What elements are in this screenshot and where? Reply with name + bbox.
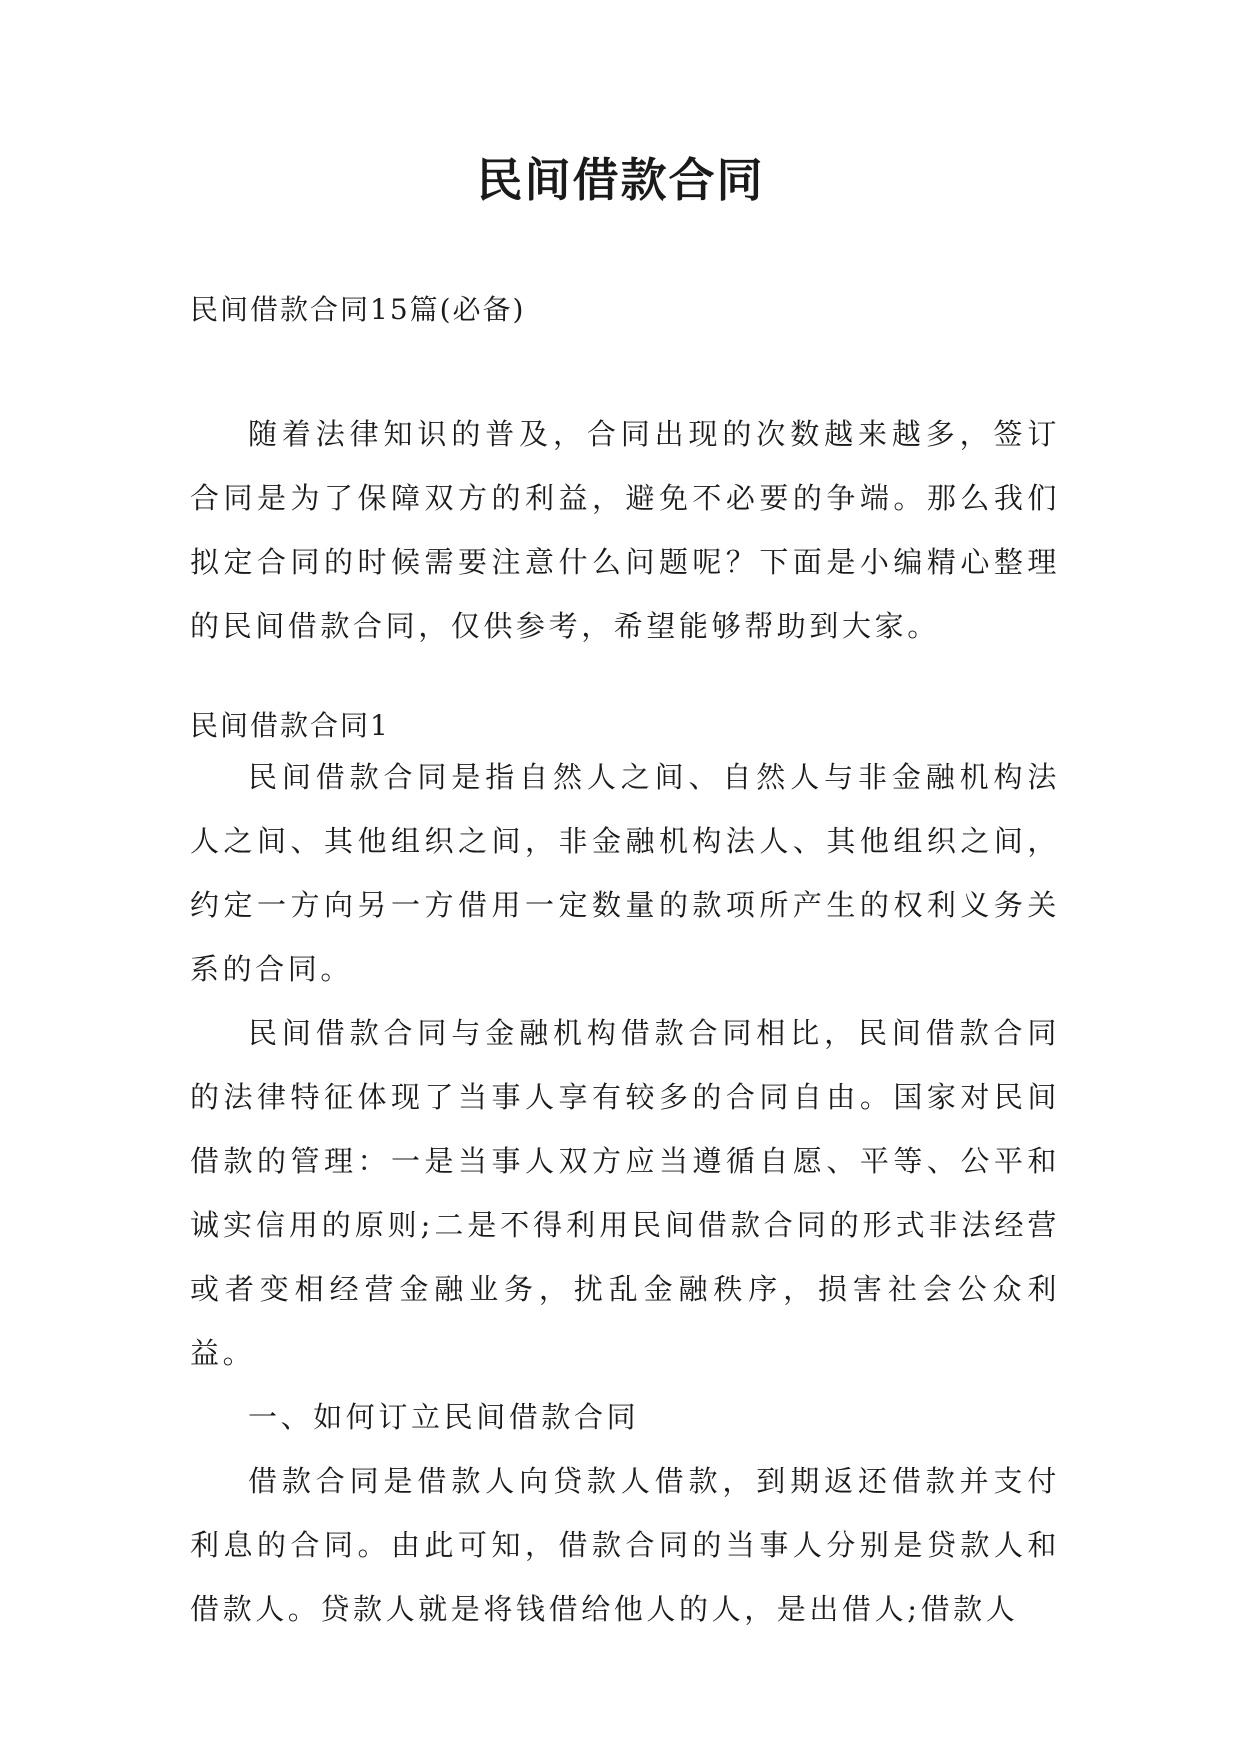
section-1-paragraph-1: 民间借款合同是指自然人之间、自然人与非金融机构法人之间、其他组织之间，非金融机构法人、其他组织之间，约定一方向另一方借用一定数量的款项所产生的权利义务关系的合同。 — [190, 760, 1060, 986]
section-1-subheading: 一、如何订立民间借款合同 — [248, 1400, 640, 1434]
section-1-body — [190, 745, 1060, 1641]
intro-paragraph: 随着法律知识的普及，合同出现的次数越来越多，签订合同是为了保障双方的利益，避免不必要的争端。那么我们拟定合同的时候需要注意什么问题呢？下面是小编精心整理的民间借款合同，仅供参考，希望能够帮助到大家。 — [190, 417, 1060, 643]
document-title: 民间借款合同 — [476, 153, 765, 207]
section-1-header — [190, 706, 1060, 746]
section-1-paragraph-3: 借款合同是借款人向贷款人借款，到期返还借款并支付利息的合同。由此可知，借款合同的当事人分别是贷款人和借款人。贷款人就是将钱借给他人的人，是出借人;借款人 — [190, 1464, 1060, 1626]
document-subtitle: 民间借款合同15篇(必备) — [190, 293, 526, 326]
section-1-heading: 民间借款合同1 — [190, 709, 390, 742]
intro-section — [190, 402, 1060, 658]
section-1-paragraph-2: 民间借款合同与金融机构借款合同相比，民间借款合同的法律特征体现了当事人享有较多的合同自由。国家对民间借款的管理：一是当事人双方应当遵循自愿、平等、公平和诚实信用的原则;二是不得利用民间借款合同的形式非法经营或者变相经营金融业务，扰乱金融秩序，损害社会公众利益。 — [190, 1016, 1060, 1370]
